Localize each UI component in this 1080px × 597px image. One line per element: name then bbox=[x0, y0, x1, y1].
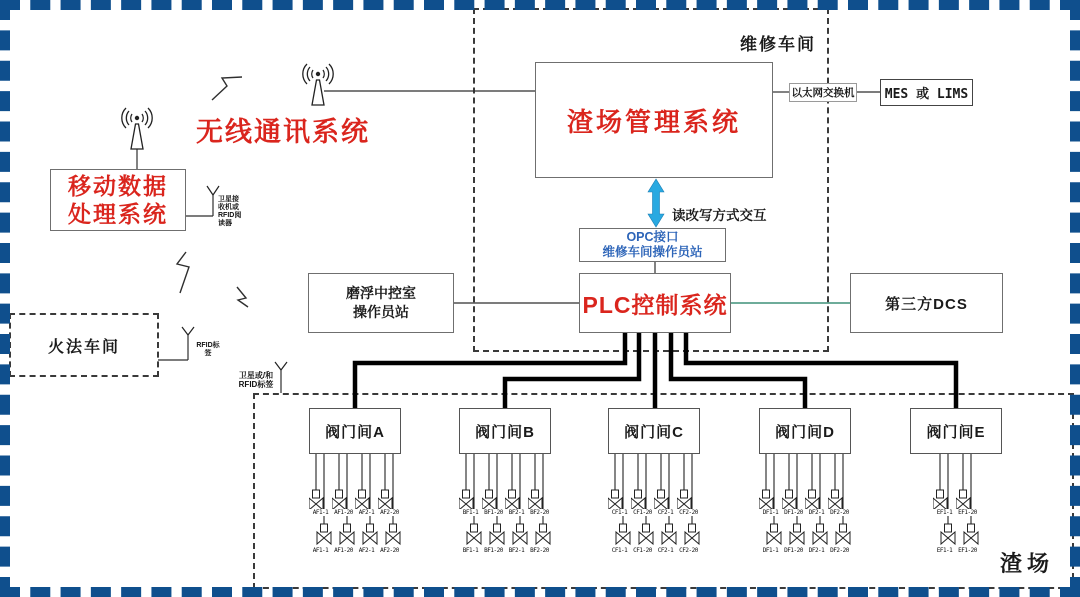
valve-room-b-box bbox=[459, 408, 551, 454]
grinding-control-room-box bbox=[308, 273, 454, 333]
valve-pair-icon bbox=[332, 454, 355, 546]
valve-room-b bbox=[459, 408, 551, 558]
wireless-system-label: 无线通讯系统 bbox=[196, 117, 370, 147]
valve-room-d-label: 阀门间D bbox=[775, 423, 835, 441]
opc-station-box bbox=[579, 228, 726, 262]
valve-bottom-label: AF1-1 bbox=[309, 547, 332, 554]
valve-top-label: CF2-20 bbox=[677, 509, 700, 516]
grinding-control-room-line1: 磨浮中控室 bbox=[346, 285, 416, 301]
valve-top-label: DF2-20 bbox=[828, 509, 851, 516]
y-antenna-icon bbox=[275, 362, 287, 370]
valve-pair-icon bbox=[654, 454, 677, 546]
valve-top-label: CF1-20 bbox=[631, 509, 654, 516]
grinding-control-room-line2: 操作员站 bbox=[353, 304, 409, 320]
valve-top-label: BF1-1 bbox=[459, 509, 482, 516]
valve-room-c-box bbox=[608, 408, 700, 454]
read-write-interaction-label: 读改写方式交互 bbox=[672, 208, 767, 223]
plc-control-system-label: PLC控制系统 bbox=[582, 291, 728, 318]
rfid-tag-caption: RFID标 签 bbox=[196, 342, 220, 357]
valve-room-a-label: 阀门间A bbox=[325, 423, 385, 441]
valve-bottom-label: DF1-1 bbox=[759, 547, 782, 554]
valve-room-d bbox=[759, 408, 851, 558]
cable-plc-to-room-d bbox=[671, 333, 805, 409]
ethernet-switch-box bbox=[789, 83, 857, 102]
valve-column bbox=[759, 454, 782, 556]
valve-top-label: AF2-20 bbox=[378, 509, 401, 516]
third-party-dcs-box bbox=[850, 273, 1003, 333]
cable-plc-to-room-a bbox=[355, 333, 625, 409]
opc-interface-label: OPC接口 bbox=[626, 230, 679, 244]
valve-column bbox=[828, 454, 851, 556]
valve-room-c-label: 阀门间C bbox=[624, 423, 684, 441]
valve-top-label: BF1-20 bbox=[482, 509, 505, 516]
valve-column bbox=[355, 454, 378, 556]
valve-top-label: CF2-1 bbox=[654, 509, 677, 516]
slag-management-system-label: 渣场管理系统 bbox=[566, 106, 741, 137]
valve-pair-icon bbox=[505, 454, 528, 546]
valve-pair-icon bbox=[378, 454, 401, 546]
valve-bottom-label: DF1-20 bbox=[782, 547, 805, 554]
valve-room-c bbox=[608, 408, 700, 558]
third-party-dcs-label: 第三方DCS bbox=[885, 295, 968, 313]
valve-room-a bbox=[309, 408, 401, 558]
valve-pair-icon bbox=[355, 454, 378, 546]
region-label-slag-yard: 渣场 bbox=[1000, 551, 1055, 576]
valve-column bbox=[608, 454, 631, 556]
valve-bottom-label: CF2-1 bbox=[654, 547, 677, 554]
valve-bottom-label: BF2-20 bbox=[528, 547, 551, 554]
radio-zigzag-icon bbox=[237, 287, 248, 307]
valve-column bbox=[378, 454, 401, 556]
radio-tower-icon bbox=[303, 64, 333, 105]
valve-bottom-label: CF2-20 bbox=[677, 547, 700, 554]
satellite-receiver-caption: 卫星接 收机或 RFID阅 读器 bbox=[218, 196, 242, 227]
valve-bottom-label: CF1-1 bbox=[608, 547, 631, 554]
valve-top-label: EF1-1 bbox=[933, 509, 956, 516]
valve-column bbox=[631, 454, 654, 556]
valve-bottom-label: AF2-1 bbox=[355, 547, 378, 554]
wire-mobiledata-to-antenna bbox=[186, 195, 213, 216]
valve-top-label: DF1-20 bbox=[782, 509, 805, 516]
mobile-data-line1: 移动数据 bbox=[68, 173, 168, 199]
valve-pair-icon bbox=[782, 454, 805, 546]
valve-column bbox=[677, 454, 700, 556]
valve-bottom-label: EF1-20 bbox=[956, 547, 979, 554]
slag-management-system-box bbox=[535, 62, 773, 178]
valve-bottom-label: BF2-1 bbox=[505, 547, 528, 554]
valve-top-label: AF1-1 bbox=[309, 509, 332, 516]
valve-room-b-label: 阀门间B bbox=[475, 423, 535, 441]
valve-top-label: AF1-20 bbox=[332, 509, 355, 516]
satellite-or-rfid-caption: 卫星或/和 RFID标签 bbox=[238, 371, 274, 389]
valve-top-label: AF2-1 bbox=[355, 509, 378, 516]
valve-pair-icon bbox=[933, 454, 956, 546]
valve-column bbox=[933, 454, 956, 556]
radio-zigzag-icon bbox=[177, 252, 189, 293]
valve-column bbox=[482, 454, 505, 556]
plc-control-system-box bbox=[579, 273, 731, 333]
valve-pair-icon bbox=[828, 454, 851, 546]
valve-column bbox=[782, 454, 805, 556]
valve-room-e bbox=[910, 408, 1002, 558]
ethernet-switch-label: 以太网交换机 bbox=[791, 87, 855, 99]
valve-bottom-label: AF2-20 bbox=[378, 547, 401, 554]
valve-column bbox=[505, 454, 528, 556]
valve-pair-icon bbox=[956, 454, 979, 546]
valve-column bbox=[528, 454, 551, 556]
valve-pair-icon bbox=[631, 454, 654, 546]
valve-pair-icon bbox=[528, 454, 551, 546]
valve-bottom-label: EF1-1 bbox=[933, 547, 956, 554]
valve-room-d-box bbox=[759, 408, 851, 454]
valve-column bbox=[459, 454, 482, 556]
valve-top-label: EF1-20 bbox=[956, 509, 979, 516]
valve-top-label: BF2-20 bbox=[528, 509, 551, 516]
valve-bottom-label: BF1-1 bbox=[459, 547, 482, 554]
valve-column bbox=[654, 454, 677, 556]
valve-room-e-label: 阀门间E bbox=[926, 423, 986, 441]
radio-tower-icon bbox=[122, 108, 152, 149]
valve-pair-icon bbox=[805, 454, 828, 546]
valve-bottom-label: AF1-20 bbox=[332, 547, 355, 554]
region-label-maintenance-workshop: 维修车间 bbox=[740, 35, 816, 54]
valve-top-label: BF2-1 bbox=[505, 509, 528, 516]
valve-top-label: CF1-1 bbox=[608, 509, 631, 516]
workshop-operator-station-label: 维修车间操作员站 bbox=[602, 245, 703, 259]
valve-bottom-label: BF1-20 bbox=[482, 547, 505, 554]
valve-column bbox=[956, 454, 979, 556]
valve-top-label: DF2-1 bbox=[805, 509, 828, 516]
valve-pair-icon bbox=[459, 454, 482, 546]
valve-pair-icon bbox=[608, 454, 631, 546]
y-antenna-icon bbox=[182, 327, 194, 335]
mobile-data-line2: 处理系统 bbox=[68, 201, 168, 227]
valve-pair-icon bbox=[759, 454, 782, 546]
valve-bottom-label: DF2-20 bbox=[828, 547, 851, 554]
valve-pair-icon bbox=[482, 454, 505, 546]
valve-room-a-box bbox=[309, 408, 401, 454]
cable-plc-to-room-e bbox=[686, 333, 956, 409]
fire-workshop-label: 火法车间 bbox=[47, 338, 120, 356]
mobile-data-processing-box bbox=[50, 169, 186, 231]
radio-zigzag-icon bbox=[212, 77, 242, 100]
y-antenna-icon bbox=[207, 186, 219, 195]
wire-fireworkshop-to-antenna bbox=[158, 335, 188, 360]
mes-lims-label: MES 或 LIMS bbox=[884, 87, 969, 102]
valve-room-e-box bbox=[910, 408, 1002, 454]
valve-top-label: DF1-1 bbox=[759, 509, 782, 516]
mes-lims-box bbox=[880, 79, 973, 106]
valve-pair-icon bbox=[677, 454, 700, 546]
valve-column bbox=[309, 454, 332, 556]
valve-column bbox=[332, 454, 355, 556]
valve-bottom-label: DF2-1 bbox=[805, 547, 828, 554]
valve-column bbox=[805, 454, 828, 556]
valve-bottom-label: CF1-20 bbox=[631, 547, 654, 554]
cable-plc-to-room-b bbox=[505, 333, 639, 409]
read-write-arrow-icon bbox=[648, 179, 664, 227]
valve-pair-icon bbox=[309, 454, 332, 546]
